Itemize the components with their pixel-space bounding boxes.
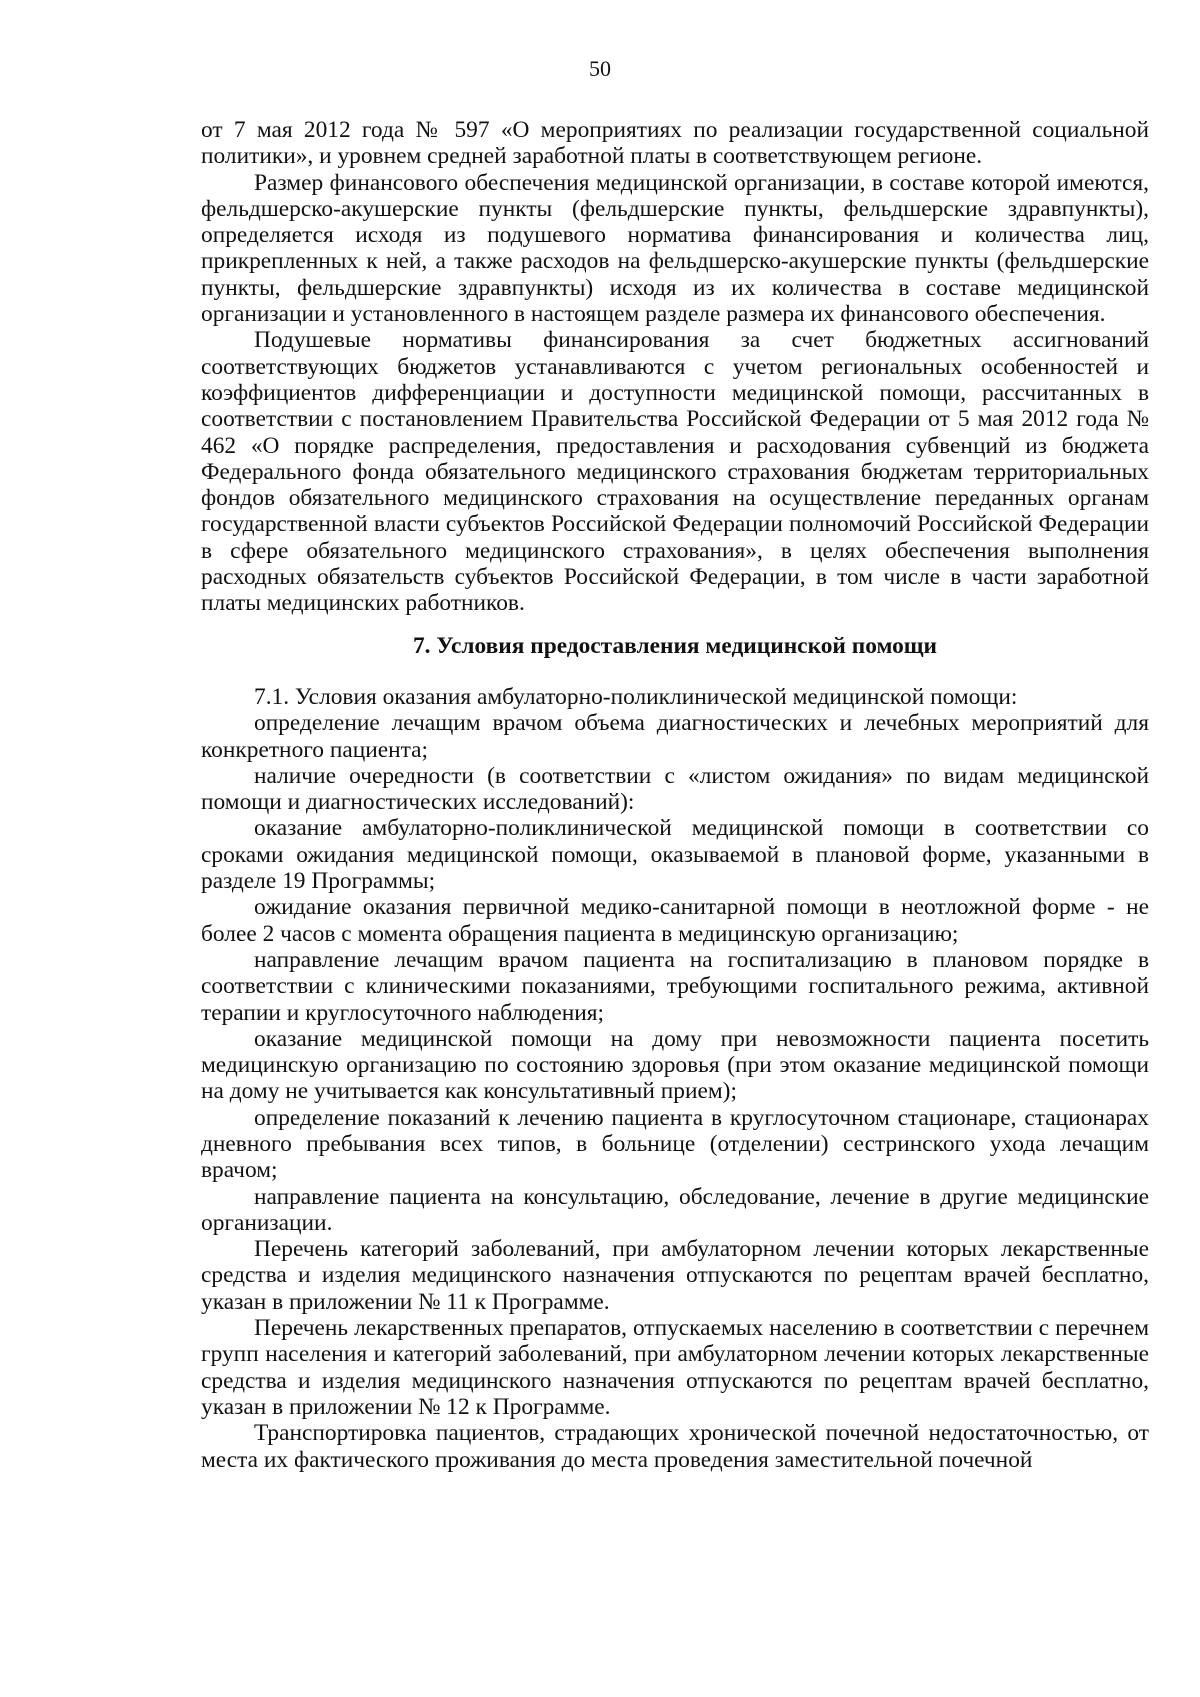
paragraph: наличие очередности (в соответствии с «листом ожидания» по видам медицинской помощи и диагностических исследований):	[201, 762, 1149, 816]
paragraph: Перечень лекарственных препаратов, отпускаемых населению в соответствии с перечнем групп населения и категорий заболеваний, при амбулаторном лечении которых лекарственные средства и изделия медицинского назначения отпускаются по рецептам врачей бесплатно, указан в приложении № 12 к Программе.	[201, 1315, 1149, 1420]
paragraph: Подушевые нормативы финансирования за счет бюджетных ассигнований соответствующих бюджетов устанавливаются с учетом региональных особенностей и коэффициентов дифференциации и доступности медицинской помощи, рассчитанных в соответствии с постановлением Правительства Российской Федерации от 5 мая 2012 года № 462 «О порядке распределения, предоставления и расходования субвенций из бюджета Федерального фонда обязательного медицинского страхования бюджетам территориальных фондов обязательного медицинского страхования на осуществление переданных органам государственной власти субъектов Российской Федерации полномочий Российской Федерации в сфере обязательного медицинского страхования», в целях обеспечения выполнения расходных обязательств субъектов Российской Федерации, в том числе в части заработной платы медицинских работников.	[201, 327, 1149, 617]
paragraph: определение лечащим врачом объема диагностических и лечебных мероприятий для конкретного пациента;	[201, 710, 1149, 763]
paragraph: 7.1. Условия оказания амбулаторно-поликлинической медицинской помощи:	[254, 683, 1018, 710]
paragraph: определение показаний к лечению пациента в круглосуточном стационаре, стационарах дневного пребывания всех типов, в больнице (отделении) сестринского ухода лечащим врачом;	[201, 1104, 1149, 1184]
paragraph: Размер финансового обеспечения медицинской организации, в составе которой имеются, фельдшерско-акушерские пункты (фельдшерские пункты, фельдшерские здравпункты), определяется исходя из подушевого норматива финансирования и количества лиц, прикрепленных к ней, а также расходов на фельдшерско-акушерские пункты (фельдшерские пункты, фельдшерские здравпункты) исходя из их количества в составе медицинской организации и установленного в настоящем разделе размера их финансового обеспечения.	[201, 169, 1149, 328]
paragraph: ожидание оказания первичной медико-санитарной помощи в неотложной форме - не более 2 часов с момента обращения пациента в медицинскую организацию;	[201, 894, 1149, 947]
paragraph: оказание амбулаторно-поликлинической медицинской помощи в соответствии со сроками ожидания медицинской помощи, оказываемой в плановой форме, указанными в разделе 19 Программы;	[201, 815, 1149, 895]
paragraph-continuation: от 7 мая 2012 года № 597 «О мероприятиях по реализации государственной социальной политики», и уровнем средней заработной платы в соответствующем регионе.	[201, 117, 1149, 170]
paragraph: Транспортировка пациентов, страдающих хронической почечной недостаточностью, от места их фактического проживания до места проведения заместительной почечной	[201, 1420, 1149, 1473]
document-body	[201, 117, 1149, 1473]
page-number: 50	[589, 56, 611, 81]
paragraph: направление лечащим врачом пациента на госпитализацию в плановом порядке в соответствии с клиническими показаниями, требующими госпитального режима, активной терапии и круглосуточного наблюдения;	[201, 946, 1149, 1026]
paragraph: направление пациента на консультацию, обследование, лечение в другие медицинские организации.	[201, 1183, 1149, 1236]
section-heading: 7. Условия предоставления медицинской помощи	[412, 632, 938, 659]
paragraph: оказание медицинской помощи на дому при невозможности пациента посетить медицинскую организацию по состоянию здоровья (при этом оказание медицинской помощи на дому не учитывается как консультативный прием);	[201, 1025, 1149, 1105]
paragraph: Перечень категорий заболеваний, при амбулаторном лечении которых лекарственные средства и изделия медицинского назначения отпускаются по рецептам врачей бесплатно, указан в приложении № 11 к Программе.	[201, 1236, 1149, 1315]
